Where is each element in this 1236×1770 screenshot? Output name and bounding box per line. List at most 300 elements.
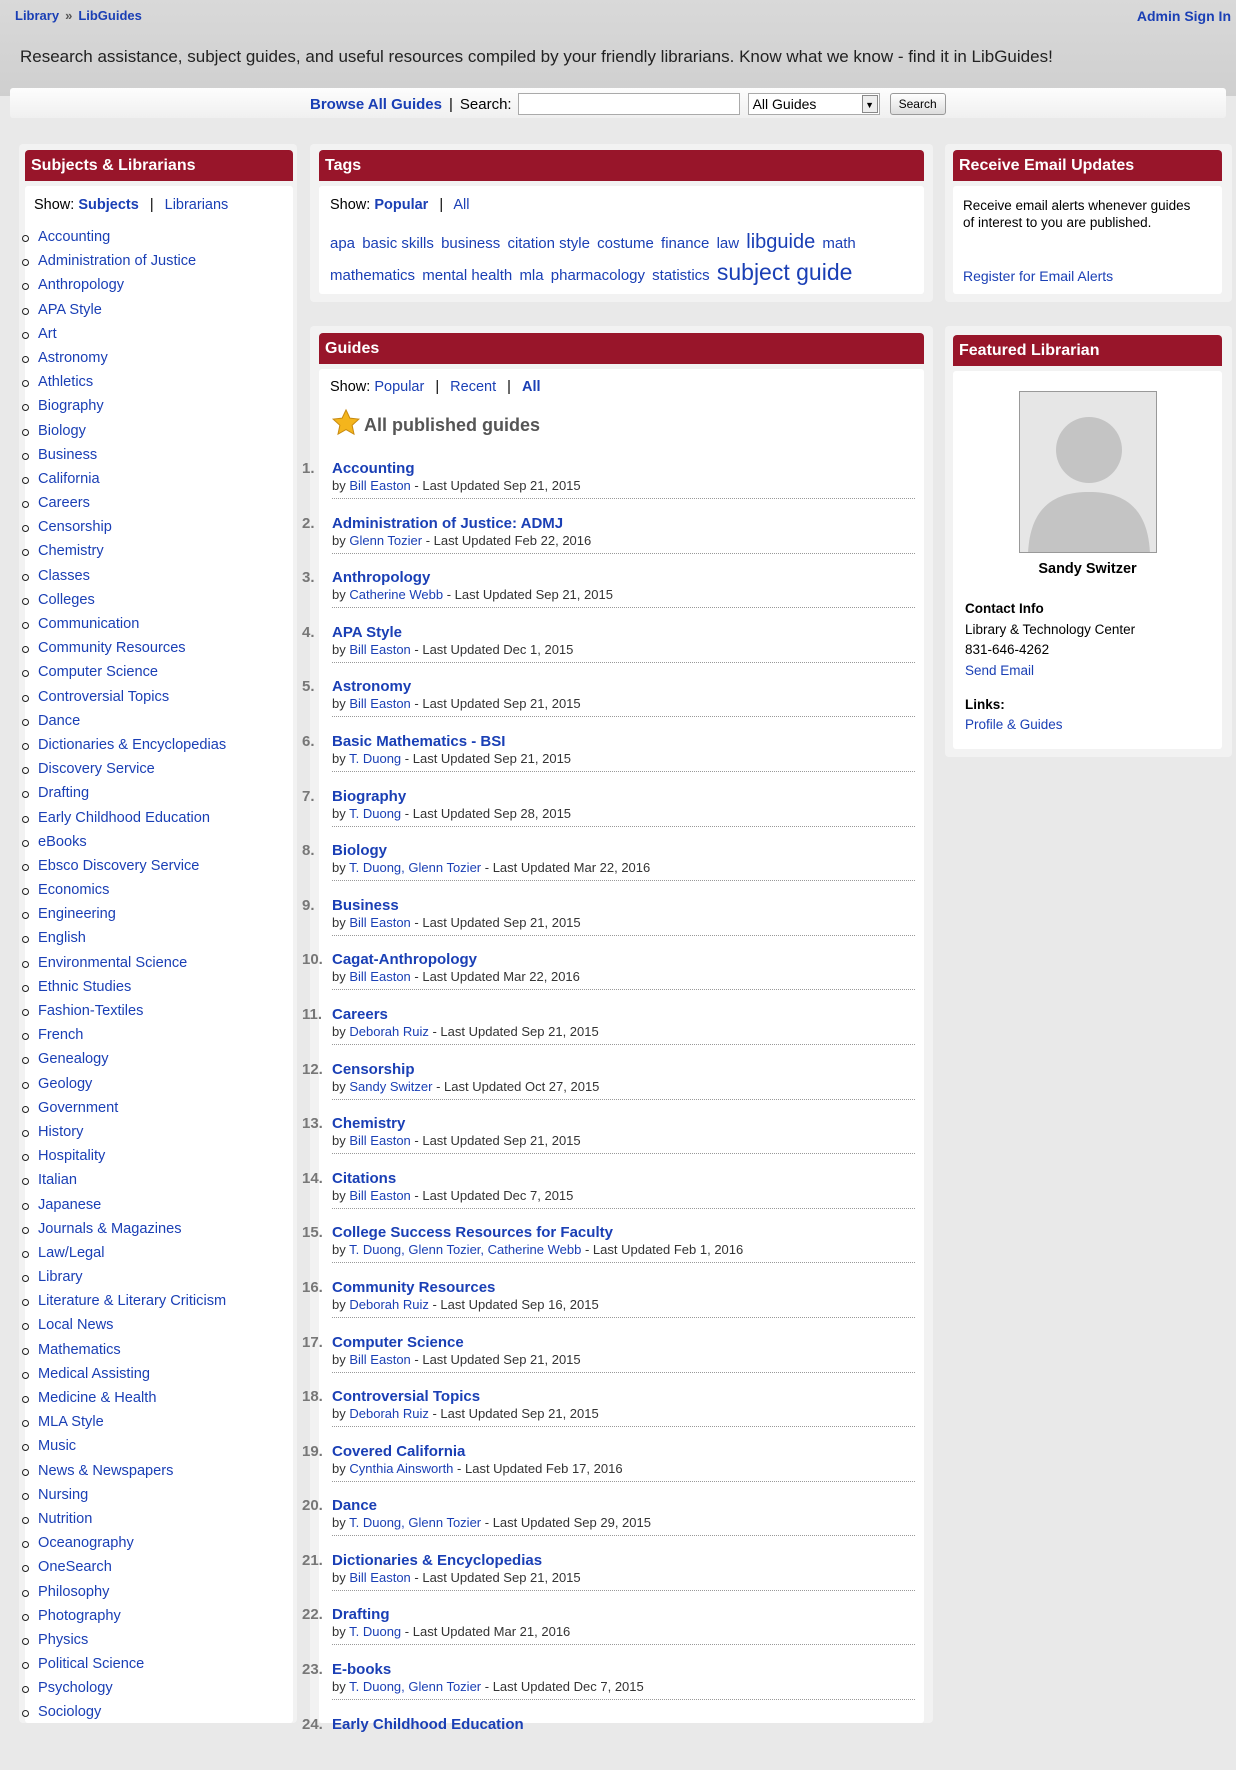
guide-author-link[interactable]: T. Duong, Glenn Tozier xyxy=(349,860,482,876)
guide-author-link[interactable]: Cynthia Ainsworth xyxy=(349,1460,454,1476)
guide-author-link[interactable]: T. Duong, Glenn Tozier, Catherine Webb xyxy=(349,1242,582,1258)
divider xyxy=(332,1317,915,1318)
subject-link[interactable]: Medical Assisting xyxy=(38,1365,150,1382)
subject-link[interactable]: MLA Style xyxy=(38,1414,104,1431)
subject-link[interactable]: Administration of Justice xyxy=(38,253,197,270)
guide-author-link[interactable]: Bill Easton xyxy=(349,1351,411,1367)
guide-number: 23. xyxy=(302,1661,323,1679)
subject-link[interactable]: Astronomy xyxy=(38,349,108,366)
guide-updated: Last Updated Sep 21, 2015 xyxy=(440,1406,599,1422)
list-item xyxy=(38,855,226,879)
search-scope-select[interactable] xyxy=(748,93,880,115)
guide-author-link[interactable]: Bill Easton xyxy=(349,1133,411,1149)
list-item xyxy=(38,1581,226,1605)
list-item xyxy=(38,686,226,710)
separator: | xyxy=(507,379,511,395)
guide-title-link[interactable]: Accounting xyxy=(332,460,415,477)
by-prefix: by xyxy=(332,1133,346,1149)
guide-number: 21. xyxy=(302,1551,323,1569)
guide-updated: Last Updated Feb 1, 2016 xyxy=(592,1242,744,1258)
breadcrumb-libguides-link[interactable]: LibGuides xyxy=(78,8,142,23)
subject-link[interactable]: California xyxy=(38,470,100,487)
by-prefix: by xyxy=(332,1242,346,1258)
subject-link[interactable]: Italian xyxy=(38,1172,77,1189)
list-item xyxy=(38,952,226,976)
divider xyxy=(332,1590,915,1591)
guide-byline: by Bill Easton - Last Updated Sep 21, 2015 xyxy=(332,1569,581,1585)
guide-title-link[interactable]: Anthropology xyxy=(332,569,431,587)
guide-updated: Last Updated Sep 28, 2015 xyxy=(412,805,572,821)
divider xyxy=(332,1262,915,1263)
guide-title-link[interactable]: Dance xyxy=(332,1497,378,1515)
subject-link[interactable]: Nursing xyxy=(38,1486,89,1503)
list-item xyxy=(38,1701,226,1725)
show-label: Show: xyxy=(34,197,75,213)
guide-title-link[interactable]: Biology xyxy=(332,842,387,860)
list-item xyxy=(302,1551,915,1607)
guide-byline: by T. Duong - Last Updated Sep 21, 2015 xyxy=(332,750,572,766)
tag-link[interactable]: mla xyxy=(519,267,544,284)
guide-updated: Last Updated Sep 21, 2015 xyxy=(412,750,572,766)
subject-link[interactable]: Athletics xyxy=(38,374,94,391)
show-all-guides-link[interactable]: All xyxy=(521,379,541,395)
list-item xyxy=(38,1242,226,1266)
guide-byline: by T. Duong, Glenn Tozier - Last Updated Sep 29, 2015 xyxy=(332,1515,651,1531)
guide-updated: Last Updated Sep 21, 2015 xyxy=(440,1023,599,1039)
show-label: Show: xyxy=(330,379,371,395)
list-item xyxy=(38,831,226,855)
subject-link[interactable]: Art xyxy=(38,325,57,342)
guide-updated: Last Updated Sep 16, 2015 xyxy=(440,1296,599,1312)
admin-sign-in-link[interactable]: Admin Sign In xyxy=(1136,8,1231,24)
tag-link[interactable]: basic skills xyxy=(362,235,434,252)
guide-title-link[interactable]: Biography xyxy=(332,787,407,805)
list-item xyxy=(302,1005,915,1061)
divider xyxy=(332,1044,915,1045)
list-item xyxy=(302,514,915,570)
guides-heading-text: All published guides xyxy=(364,415,541,435)
tag-link[interactable]: law xyxy=(716,235,740,252)
guide-author-link[interactable]: Bill Easton xyxy=(349,1187,411,1203)
list-item xyxy=(38,807,226,831)
guide-updated: Last Updated Mar 22, 2016 xyxy=(492,860,651,876)
guide-updated: Last Updated Sep 21, 2015 xyxy=(422,914,581,930)
guide-author-link[interactable]: T. Duong xyxy=(349,1624,402,1640)
guide-number: 10. xyxy=(302,951,323,969)
subject-link[interactable]: Literature & Literary Criticism xyxy=(38,1293,227,1310)
breadcrumb xyxy=(15,8,142,23)
subject-link[interactable]: Controversial Topics xyxy=(38,688,170,705)
subject-link[interactable]: Community Resources xyxy=(38,640,186,657)
list-item xyxy=(38,589,226,613)
guide-updated: Last Updated Feb 22, 2016 xyxy=(433,532,592,548)
list-item xyxy=(302,569,915,624)
list-item xyxy=(38,1121,226,1145)
list-item xyxy=(302,1169,915,1225)
list-item xyxy=(38,395,226,419)
guide-updated: Last Updated Dec 7, 2015 xyxy=(422,1187,574,1203)
subject-link[interactable]: Government xyxy=(38,1099,119,1116)
list-item xyxy=(38,1218,226,1242)
divider xyxy=(332,1153,915,1154)
guide-author-link[interactable]: Deborah Ruiz xyxy=(349,1023,429,1039)
list-item xyxy=(38,323,226,347)
top-bar xyxy=(0,0,1236,96)
subject-link[interactable]: Economics xyxy=(38,882,110,899)
librarian-location: Library & Technology Center xyxy=(965,622,1136,637)
subject-link[interactable]: Nutrition xyxy=(38,1510,93,1527)
avatar xyxy=(1019,391,1157,553)
tag-link[interactable]: math xyxy=(822,235,856,252)
guide-title-link[interactable]: Covered California xyxy=(332,1442,466,1460)
subject-link[interactable]: Early Childhood Education xyxy=(38,809,210,826)
subject-link[interactable]: Environmental Science xyxy=(38,954,188,971)
guide-author-link[interactable]: Sandy Switzer xyxy=(349,1078,433,1094)
guide-number: 19. xyxy=(302,1442,323,1460)
guide-byline: by T. Duong - Last Updated Mar 21, 2016 xyxy=(332,1624,571,1640)
list-item xyxy=(38,1508,226,1532)
guide-author-link[interactable]: Bill Easton xyxy=(349,478,411,493)
guide-number: 9. xyxy=(302,896,315,914)
subject-link[interactable]: Business xyxy=(38,446,98,463)
subject-link[interactable]: Law/Legal xyxy=(38,1244,105,1261)
guide-author-link[interactable]: Bill Easton xyxy=(349,696,411,712)
subject-link[interactable]: OneSearch xyxy=(38,1559,112,1576)
guide-author-link[interactable]: T. Duong, Glenn Tozier xyxy=(349,1515,482,1531)
list-item xyxy=(38,1073,226,1097)
guide-updated: Last Updated Sep 21, 2015 xyxy=(422,696,581,712)
by-prefix: by xyxy=(332,1023,346,1039)
subject-link[interactable]: Communication xyxy=(38,616,140,632)
subject-link[interactable]: Political Science xyxy=(38,1656,145,1673)
featured-header: Featured Librarian xyxy=(953,335,1222,366)
list-item xyxy=(302,1715,915,1770)
guide-byline: by Deborah Ruiz - Last Updated Sep 21, 2015 xyxy=(332,1406,599,1422)
guide-updated: Last Updated Sep 21, 2015 xyxy=(422,1569,581,1585)
list-item xyxy=(38,710,226,734)
guide-author-link[interactable]: Catherine Webb xyxy=(349,587,444,603)
guide-updated: Last Updated Sep 29, 2015 xyxy=(492,1515,651,1531)
list-item xyxy=(302,1606,915,1661)
list-item xyxy=(302,1278,915,1334)
subject-link[interactable]: Philosophy xyxy=(38,1583,110,1600)
subject-link[interactable]: Japanese xyxy=(38,1196,102,1213)
guide-author-link[interactable]: Bill Easton xyxy=(349,969,411,985)
guide-byline: by T. Duong, Glenn Tozier - Last Updated Mar 22, 2016 xyxy=(332,860,651,876)
list-item xyxy=(38,1024,226,1048)
by-prefix: by xyxy=(332,1679,346,1695)
list-item xyxy=(38,1411,226,1435)
divider xyxy=(332,607,915,608)
separator: | xyxy=(448,95,453,113)
subject-link[interactable]: Accounting xyxy=(38,229,111,245)
guide-number: 22. xyxy=(302,1606,323,1624)
guides-list xyxy=(302,460,915,1770)
search-bar xyxy=(10,88,1226,118)
subject-link[interactable]: Local News xyxy=(38,1317,114,1334)
guide-title-link[interactable]: College Success Resources for Faculty xyxy=(332,1224,613,1242)
divider xyxy=(332,1208,915,1209)
divider xyxy=(332,1699,915,1700)
search-input[interactable] xyxy=(518,93,740,115)
subject-link[interactable]: Anthropology xyxy=(38,277,125,294)
subject-link[interactable]: Biography xyxy=(38,398,104,415)
search-button[interactable]: Search xyxy=(890,93,946,115)
tag-link[interactable]: apa xyxy=(330,235,356,252)
list-item xyxy=(38,1460,226,1484)
guide-author-link[interactable]: Bill Easton xyxy=(349,914,411,930)
subject-link[interactable]: Discovery Service xyxy=(38,761,155,778)
subject-link[interactable]: Biology xyxy=(38,422,86,439)
tag-link[interactable]: statistics xyxy=(652,267,710,284)
guide-byline: by T. Duong, Glenn Tozier - Last Updated Dec 7, 2015 xyxy=(332,1679,644,1695)
tag-link[interactable]: finance xyxy=(661,235,710,252)
by-prefix: by xyxy=(332,478,346,493)
by-prefix: by xyxy=(332,532,346,548)
guide-number: 24. xyxy=(302,1715,323,1733)
guide-number: 17. xyxy=(302,1333,323,1351)
list-item xyxy=(302,1661,915,1716)
guide-title-link[interactable]: Business xyxy=(332,896,399,914)
guide-number: 4. xyxy=(302,623,315,641)
guide-byline: by Bill Easton - Last Updated Dec 7, 2015 xyxy=(332,1187,574,1203)
list-item xyxy=(38,1339,226,1363)
guide-byline: by T. Duong - Last Updated Sep 28, 2015 xyxy=(332,805,572,821)
guide-title-link[interactable]: Community Resources xyxy=(332,1278,496,1296)
guide-title-link[interactable]: Computer Science xyxy=(332,1333,464,1351)
guide-title-link[interactable]: Astronomy xyxy=(332,678,412,696)
guide-byline: by Cynthia Ainsworth - Last Updated Feb 17, 2016 xyxy=(332,1460,623,1476)
breadcrumb-separator: » xyxy=(65,8,73,23)
guide-number: 12. xyxy=(302,1060,323,1078)
subject-link[interactable]: English xyxy=(38,930,86,947)
register-email-alerts-link[interactable]: Register for Email Alerts xyxy=(963,268,1114,284)
subject-link[interactable]: Sociology xyxy=(38,1704,102,1721)
subject-link[interactable]: Careers xyxy=(38,495,90,512)
list-item xyxy=(38,1290,226,1314)
subject-link[interactable]: News & Newspapers xyxy=(38,1462,174,1479)
tags-show-toggle xyxy=(330,197,470,213)
list-item xyxy=(302,678,915,733)
subject-link[interactable]: Censorship xyxy=(38,519,112,536)
by-prefix: by xyxy=(332,587,346,603)
subject-link[interactable]: Computer Science xyxy=(38,664,159,681)
site-description: Research assistance, subject guides, and useful resources compiled by your friendly librarians. Know what we know - find it in LibGuides! xyxy=(20,47,1053,66)
guide-title-link[interactable]: Basic Mathematics - BSI xyxy=(332,732,506,750)
list-item xyxy=(38,1266,226,1290)
list-item xyxy=(38,565,226,589)
list-item xyxy=(38,299,226,323)
guide-number: 14. xyxy=(302,1169,323,1187)
list-item xyxy=(38,274,226,298)
guide-number: 11. xyxy=(302,1005,323,1023)
guide-author-link[interactable]: T. Duong xyxy=(349,805,402,821)
guide-number: 15. xyxy=(302,1224,323,1242)
guide-title-link[interactable]: Citations xyxy=(332,1169,397,1187)
guide-number: 5. xyxy=(302,678,315,696)
guide-author-link[interactable]: Bill Easton xyxy=(349,1569,411,1585)
contact-info-label: Contact Info xyxy=(965,601,1044,616)
subject-link[interactable]: Photography xyxy=(38,1607,121,1624)
subjects-header: Subjects & Librarians xyxy=(25,150,293,181)
list-item xyxy=(38,420,226,444)
list-item xyxy=(38,734,226,758)
list-item xyxy=(38,1677,226,1701)
guide-author-link[interactable]: Bill Easton xyxy=(349,641,411,657)
divider xyxy=(332,716,915,717)
list-item xyxy=(302,1388,915,1443)
tag-link[interactable]: pharmacology xyxy=(550,267,645,284)
subject-link[interactable]: French xyxy=(38,1027,84,1044)
show-recent-guides-link[interactable]: Recent xyxy=(450,379,497,395)
divider xyxy=(332,1644,915,1645)
list-item xyxy=(38,976,226,1000)
guide-updated: Last Updated Mar 21, 2016 xyxy=(412,1624,571,1640)
guide-title-link[interactable]: E-books xyxy=(332,1661,392,1679)
breadcrumb-library-link[interactable]: Library xyxy=(15,8,60,23)
subject-link[interactable]: Drafting xyxy=(38,785,90,802)
tag-link[interactable]: costume xyxy=(597,235,654,252)
chevron-down-icon: ▼ xyxy=(862,95,878,113)
guide-updated: Last Updated Mar 22, 2016 xyxy=(422,969,580,985)
subject-link[interactable]: Medicine & Health xyxy=(38,1390,157,1406)
list-item xyxy=(302,951,915,1006)
email-updates-header: Receive Email Updates xyxy=(953,150,1222,181)
show-popular-tags-link[interactable]: Popular xyxy=(374,197,429,213)
list-item xyxy=(38,1000,226,1024)
by-prefix: by xyxy=(332,1406,346,1422)
guide-number: 16. xyxy=(302,1278,323,1296)
separator: | xyxy=(439,197,444,213)
guide-title-link[interactable]: Early Childhood Education xyxy=(332,1715,524,1733)
subject-link[interactable]: Physics xyxy=(38,1631,89,1648)
subject-link[interactable]: Chemistry xyxy=(38,543,104,560)
subject-link[interactable]: Dance xyxy=(38,712,81,729)
guide-author-link[interactable]: Glenn Tozier xyxy=(349,532,423,548)
subject-link[interactable]: Hospitality xyxy=(38,1148,106,1165)
divider xyxy=(332,1099,915,1100)
divider xyxy=(332,1535,915,1536)
subject-link[interactable]: Journals & Magazines xyxy=(38,1220,182,1237)
subject-link[interactable]: Geology xyxy=(38,1075,93,1092)
search-scope-value: All Guides xyxy=(752,96,817,112)
list-item xyxy=(38,444,226,468)
guide-title-link[interactable]: Cagat-Anthropology xyxy=(332,951,477,969)
show-all-tags-link[interactable]: All xyxy=(453,197,470,213)
by-prefix: by xyxy=(332,1624,346,1640)
tag-link[interactable]: business xyxy=(441,235,501,252)
list-item xyxy=(302,1497,915,1552)
guide-title-link[interactable]: APA Style xyxy=(332,623,403,641)
guide-author-link[interactable]: Deborah Ruiz xyxy=(349,1406,429,1422)
guide-title-link[interactable]: Censorship xyxy=(332,1060,415,1078)
list-item xyxy=(302,460,915,515)
guide-title-link[interactable]: Dictionaries & Encyclopedias xyxy=(332,1551,543,1569)
show-popular-guides-link[interactable]: Popular xyxy=(374,379,425,395)
show-subjects-link[interactable]: Subjects xyxy=(78,197,139,213)
subject-link[interactable]: History xyxy=(38,1123,84,1140)
by-prefix: by xyxy=(332,1351,346,1367)
subject-link[interactable]: Fashion-Textiles xyxy=(38,1003,144,1019)
subject-link[interactable]: Library xyxy=(38,1269,83,1286)
list-item xyxy=(38,347,226,371)
send-email-link[interactable]: Send Email xyxy=(965,663,1035,678)
tag-link[interactable]: libguide xyxy=(746,231,816,253)
tag-link[interactable]: subject guide xyxy=(716,259,853,285)
subject-link[interactable]: eBooks xyxy=(38,833,87,850)
list-item xyxy=(38,1194,226,1218)
list-item xyxy=(38,371,226,395)
list-item xyxy=(38,613,226,637)
subject-link[interactable]: APA Style xyxy=(38,301,102,318)
subject-link[interactable]: Colleges xyxy=(38,591,95,608)
guide-title-link[interactable]: Chemistry xyxy=(332,1115,406,1133)
guide-title-link[interactable]: Careers xyxy=(332,1005,388,1023)
list-item xyxy=(38,250,226,274)
guide-author-link[interactable]: Deborah Ruiz xyxy=(349,1296,429,1312)
subject-link[interactable]: Mathematics xyxy=(38,1341,121,1358)
list-item xyxy=(38,468,226,492)
subject-link[interactable]: Oceanography xyxy=(38,1535,134,1552)
links-label: Links: xyxy=(965,697,1005,712)
list-item xyxy=(38,1097,226,1121)
list-item xyxy=(302,1115,915,1170)
guide-author-link[interactable]: T. Duong, Glenn Tozier xyxy=(349,1679,482,1695)
subject-link[interactable]: Genealogy xyxy=(38,1051,109,1068)
show-label: Show: xyxy=(330,197,371,213)
guide-title-link[interactable]: Administration of Justice: ADMJ xyxy=(332,514,564,532)
guide-updated: Last Updated Sep 21, 2015 xyxy=(422,1351,581,1367)
guide-title-link[interactable]: Drafting xyxy=(332,1606,390,1624)
list-item xyxy=(38,1532,226,1556)
show-librarians-link[interactable]: Librarians xyxy=(164,197,229,213)
profile-guides-link[interactable]: Profile & Guides xyxy=(965,717,1063,732)
list-item xyxy=(38,1363,226,1387)
guide-byline: by Bill Easton - Last Updated Mar 22, 2016 xyxy=(332,969,580,985)
tag-link[interactable]: mathematics xyxy=(330,267,416,284)
guide-updated: Last Updated Dec 7, 2015 xyxy=(492,1679,644,1695)
subject-link[interactable]: Music xyxy=(38,1438,77,1455)
librarian-name: Sandy Switzer xyxy=(1038,561,1137,577)
subject-link[interactable]: Dictionaries & Encyclopedias xyxy=(38,736,227,753)
guide-updated: Last Updated Sep 21, 2015 xyxy=(422,478,581,493)
guide-number: 7. xyxy=(302,787,315,805)
subject-link[interactable]: Engineering xyxy=(38,906,116,923)
tag-cloud xyxy=(330,228,920,290)
subject-link[interactable]: Classes xyxy=(38,567,90,584)
divider xyxy=(332,1481,915,1482)
guide-byline: by Sandy Switzer - Last Updated Oct 27, 2015 xyxy=(332,1078,600,1094)
subject-link[interactable]: Psychology xyxy=(38,1680,113,1697)
tag-link[interactable]: citation style xyxy=(507,235,590,252)
email-updates-text: Receive email alerts whenever guides of interest to you are published. xyxy=(963,198,1191,230)
guide-byline: by Bill Easton - Last Updated Sep 21, 2015 xyxy=(332,1351,581,1367)
guide-byline: by T. Duong, Glenn Tozier, Catherine Webb - Last Updated Feb 1, 2016 xyxy=(332,1242,744,1258)
guide-author-link[interactable]: T. Duong xyxy=(349,750,402,766)
guide-title-link[interactable]: Controversial Topics xyxy=(332,1388,481,1406)
tag-link[interactable]: mental health xyxy=(422,267,513,284)
divider xyxy=(332,553,915,554)
subject-link[interactable]: Ebsco Discovery Service xyxy=(38,857,200,874)
guides-show-toggle xyxy=(330,379,541,395)
browse-all-guides-link[interactable]: Browse All Guides xyxy=(310,95,442,113)
by-prefix: by xyxy=(332,860,346,876)
guides-heading xyxy=(331,408,540,443)
subject-link[interactable]: Ethnic Studies xyxy=(38,978,132,995)
subjects-show-toggle xyxy=(34,197,228,213)
guide-number: 1. xyxy=(302,460,315,477)
list-item xyxy=(302,1224,915,1279)
